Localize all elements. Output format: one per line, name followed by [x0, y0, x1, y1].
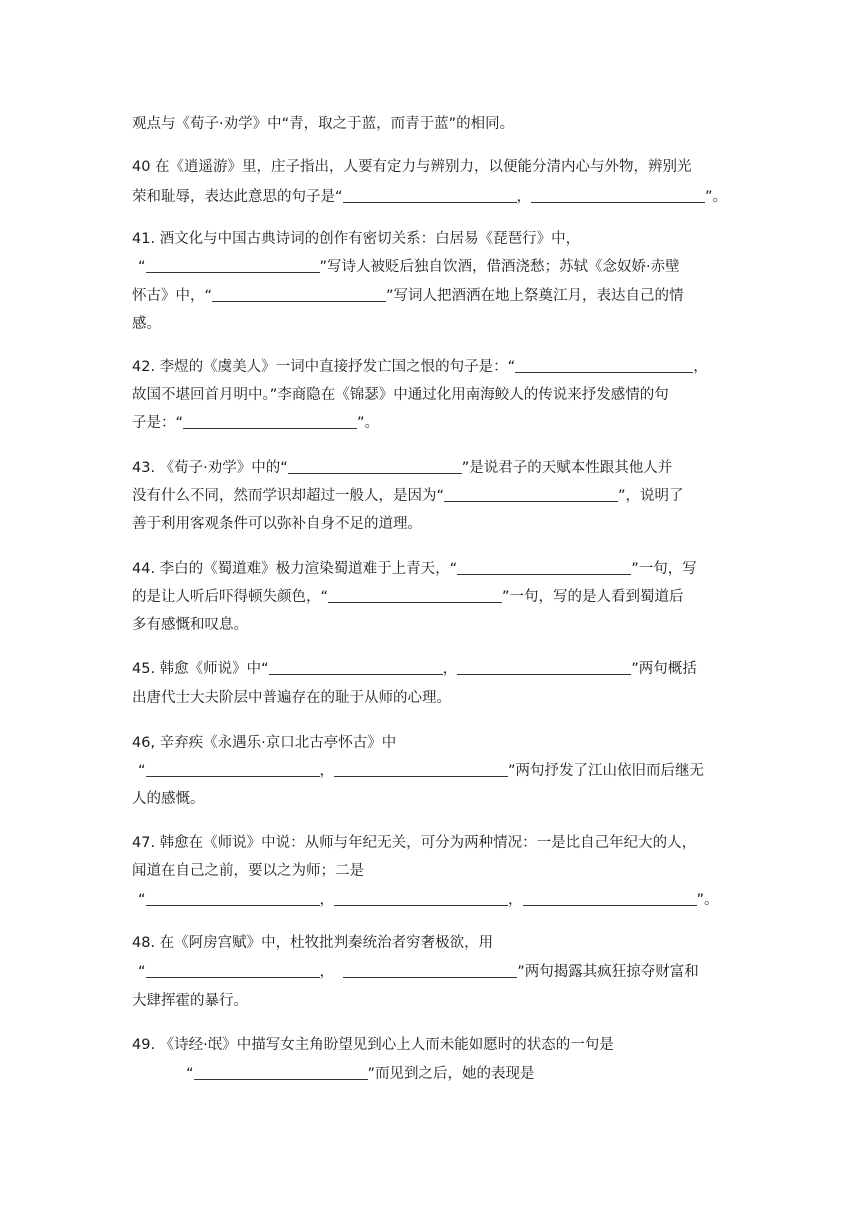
- answer-blank[interactable]: [146, 775, 320, 777]
- question-43-line-3: 善于利用客观条件可以弥补自身不足的道理。: [132, 516, 422, 532]
- question-41-line-2: “ ”写诗人被贬后独自饮酒，借酒浇愁；苏轼《念奴娇·赤壁: [138, 259, 680, 275]
- answer-blank[interactable]: [212, 300, 386, 302]
- question-41-line-4: 感。: [132, 316, 161, 332]
- answer-blank[interactable]: [194, 1078, 368, 1080]
- question-42-line-1: 42. 李煜的《虞美人》一词中直接抒发亡国之恨的句子是：“ ，: [132, 359, 708, 375]
- question-41-line-3: 怀古》中，“ ”写词人把酒洒在地上祭奠江月，表达自己的情: [132, 288, 684, 304]
- answer-blank[interactable]: [343, 976, 517, 978]
- answer-blank[interactable]: [146, 904, 320, 906]
- answer-blank[interactable]: [183, 427, 357, 429]
- text-line: 观点与《荀子·劝学》中“青，取之于蓝，而青于蓝”的相同。: [132, 116, 515, 132]
- question-45-line-1: 45. 韩愈《师说》中“ ， ”两句概括: [132, 661, 697, 677]
- question-46-line-3: 人的感慨。: [132, 791, 205, 807]
- answer-blank[interactable]: [146, 976, 320, 978]
- answer-blank[interactable]: [328, 601, 502, 603]
- question-46-line-2: “ ， ”两句抒发了江山依旧而后继无: [138, 763, 705, 779]
- question-40-line-2: 荣和耻辱，表达此意思的句子是“ ， ”。: [132, 189, 728, 205]
- answer-blank[interactable]: [523, 904, 697, 906]
- question-45-line-2: 出唐代士大夫阶层中普遍存在的耻于从师的心理。: [132, 690, 451, 706]
- question-41-line-1: 41. 酒文化与中国古典诗词的创作有密切关系：白居易《琵琶行》中，: [132, 231, 581, 247]
- question-44-line-3: 多有感慨和叹息。: [132, 617, 248, 633]
- answer-blank[interactable]: [343, 201, 517, 203]
- question-43-line-1: 43. 《荀子·劝学》中的“ ”是说君子的天赋本性跟其他人并: [132, 460, 673, 476]
- answer-blank[interactable]: [334, 904, 508, 906]
- question-47-line-1: 47. 韩愈在《师说》中说：从师与年纪无关，可分为两种情况：一是比自己年纪大的人，: [132, 835, 697, 851]
- question-44-line-1: 44. 李白的《蜀道难》极力渲染蜀道难于上青天，“ ”一句，写: [132, 561, 697, 577]
- answer-blank[interactable]: [288, 472, 462, 474]
- answer-blank[interactable]: [457, 673, 631, 675]
- question-42-line-3: 子是：“ ”。: [132, 415, 380, 431]
- question-47-line-3: “ ， ， ”。: [138, 892, 719, 908]
- question-48-line-3: 大肆挥霍的暴行。: [132, 993, 248, 1009]
- answer-blank[interactable]: [146, 271, 320, 273]
- question-48-line-1: 48. 在《阿房宫赋》中，杜牧批判秦统治者穷奢极欲，用: [132, 935, 494, 951]
- answer-blank[interactable]: [531, 201, 705, 203]
- question-48-line-2: “ ， ”两句揭露其疯狂掠夺财富和: [138, 964, 699, 980]
- answer-blank[interactable]: [444, 500, 618, 502]
- question-44-line-2: 的是让人听后吓得顿失颜色，“ ”一句，写的是人看到蜀道后: [132, 589, 684, 605]
- question-47-line-2: 闻道在自己之前，要以之为师；二是: [132, 863, 364, 879]
- answer-blank[interactable]: [515, 371, 693, 373]
- answer-blank[interactable]: [334, 775, 508, 777]
- question-49-line-1: 49. 《诗经·氓》中描写女主角盼望见到心上人而未能如愿时的状态的一句是: [132, 1037, 614, 1053]
- answer-blank[interactable]: [269, 673, 443, 675]
- question-40-line-1: 40 在《逍遥游》里，庄子指出，人要有定力与辨别力，以便能分清内心与外物，辨别光: [132, 159, 692, 175]
- question-43-line-2: 没有什么不同，然而学识却超过一般人，是因为“ ”，说明了: [132, 488, 684, 504]
- question-42-line-2: 故国不堪回首月明中。”李商隐在《锦瑟》中通过化用南海鲛人的传说来抒发感情的句: [132, 387, 669, 403]
- question-46-line-1: 46, 辛弃疾《永遇乐·京口北古亭怀古》中: [132, 735, 397, 751]
- question-49-line-2: “ ”而见到之后，她的表现是: [186, 1066, 535, 1082]
- answer-blank[interactable]: [457, 573, 631, 575]
